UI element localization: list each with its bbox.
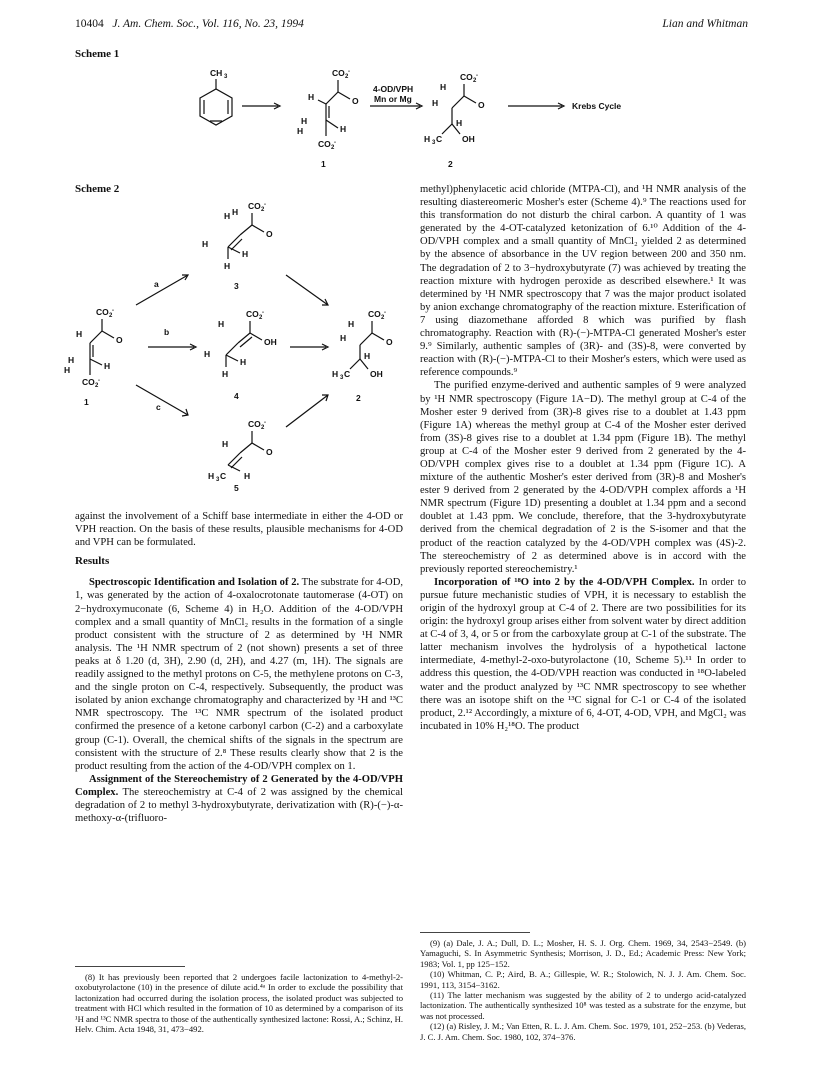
svg-text:H: H <box>224 211 231 221</box>
arrow-label-c: c <box>156 402 161 412</box>
journal-citation: J. Am. Chem. Soc., Vol. 116, No. 23, 1994 <box>112 18 304 30</box>
compound-number-4: 4 <box>234 391 239 401</box>
incorporation-text: In order to pursue future mechanistic studies of VPH, it is necessary to establish the origin of the hydroxyl group at C-4 of 2. There are two possibilities for its origin: the hydroxyl group arises either from solvent water by direct addition at C-4 of 3, 4, or 5 or from the carboxylate group at C-1 of the substrate. The latter mechanism involves the hydrolysis of a hypothetical lactone intermediate, 4-methyl-2-oxo-butyrolactone (10, Scheme 5).¹¹ In order to address this question, the 4-OD/VPH reaction was conducted in ¹⁸O-labeled water and the product analyzed by ¹³C NMR spectroscopy to see whether there was an isotope shift on the ¹³C signal for C-1 or C-4 of the isolated product, 2.¹² Accordingly, a mixture of 6, 4-OT, 4-OD, VPH, and MgCl₂ was incubated in 10% H₂¹⁸O. The product <box>420 576 747 732</box>
svg-text:O: O <box>266 447 273 457</box>
svg-text:CO: CO <box>318 139 331 149</box>
compound-number-1-scheme2: 1 <box>84 397 89 407</box>
svg-text:H: H <box>308 92 315 102</box>
compound-5-structure <box>208 419 273 493</box>
svg-text:H: H <box>64 365 71 375</box>
svg-text:H: H <box>456 118 463 128</box>
krebs-arrow <box>508 101 621 111</box>
svg-text:2: 2 <box>259 315 263 321</box>
svg-text:OH: OH <box>370 369 383 379</box>
svg-text:H: H <box>232 207 239 217</box>
svg-text:2: 2 <box>345 74 349 80</box>
svg-text:CO: CO <box>248 419 261 429</box>
right-column <box>420 183 746 733</box>
scheme1-label: Scheme 1 <box>75 48 120 60</box>
svg-text:-: - <box>384 310 386 316</box>
compound-2-structure <box>424 72 485 169</box>
svg-text:H: H <box>202 239 209 249</box>
svg-text:H: H <box>104 361 111 371</box>
arrow-label-metal: Mn or Mg <box>374 94 412 104</box>
svg-text:H: H <box>218 319 225 329</box>
incorporation-paragraph <box>420 576 746 733</box>
svg-text:H: H <box>332 369 339 379</box>
enzyme-arrow <box>370 84 422 109</box>
svg-text:H: H <box>222 369 229 379</box>
footnote-rule-left <box>75 966 185 967</box>
compound-number-1: 1 <box>321 159 326 169</box>
compound-4-structure <box>204 309 277 401</box>
compound-number-5: 5 <box>234 483 239 493</box>
svg-text:H: H <box>76 329 83 339</box>
svg-text:CO: CO <box>248 201 261 211</box>
svg-text:3: 3 <box>216 477 220 483</box>
svg-text:CO: CO <box>82 377 95 387</box>
left-column <box>75 510 403 825</box>
svg-text:-: - <box>112 308 114 314</box>
compound-2-right-structure <box>332 309 393 403</box>
footnote-12: (12) (a) Risley, J. M.; Van Etten, R. L. J. Am. Chem. Soc. 1979, 101, 252−253. (b) Vederas, J. C. J. Am. Chem. Soc. 1980, 102, 374−376. <box>420 1021 746 1042</box>
svg-text:O: O <box>266 229 273 239</box>
svg-text:H: H <box>440 82 447 92</box>
svg-text:3: 3 <box>224 74 228 80</box>
svg-text:3: 3 <box>340 375 344 381</box>
footnote-11: (11) The latter mechanism was suggested by the ability of 2 to undergo acid-catalyzed lactonization. The authentically synthesized 10⁸ was tested as a substrate for the enzyme, but was not processed. <box>420 990 746 1021</box>
arrow-label-b: b <box>164 327 170 337</box>
svg-text:2: 2 <box>261 425 265 431</box>
svg-text:H: H <box>240 357 247 367</box>
footnotes-right <box>420 938 746 1042</box>
incorporation-heading: Incorporation of ¹⁸O into 2 by the 4-OD/VPH Complex. <box>434 576 695 588</box>
spectroscopic-paragraph <box>75 576 403 772</box>
svg-text:O: O <box>478 100 485 110</box>
compound-1-structure <box>297 68 359 169</box>
svg-text:H: H <box>297 126 304 136</box>
arrow-c <box>136 385 188 416</box>
svg-text:3: 3 <box>432 140 436 146</box>
footnote-10: (10) Whitman, C. P.; Aird, B. A.; Gillespie, W. R.; Stolowich, N. J. J. Am. Chem. Soc. 1991, 113, 3154−3162. <box>420 969 746 990</box>
svg-text:CO: CO <box>246 309 259 319</box>
spectroscopic-text: The substrate for 4-OD, 1, was generated by the action of 4-oxalocrotonate tautomerase (4-OT) on 2−hydroxymuconate (6, Scheme 4) in H₂O. Addition of the 4-OD/VPH complex and a small quantity of MnCl₂ results in the formation of a single product consistent with the structure of 2 as determined by ¹H NMR analysis. The ¹H NMR spectrum of 2 (not shown) presents a set of three peaks at δ 1.20 (d, 3H), 2.90 (d, 2H), and 4.27 (m, 1H). The signals are readily assigned to the methyl protons on C-5, the methylene protons on C-3, and the single proton on C-4, respectively. Subsequently, the product was isolated by anion exchange chromatography and characterized by ¹H and ¹³C NMR spectroscopy. The ¹³C NMR spectrum of the isolated product confirmed the presence of a ketone carbonyl carbon (C-2) and a carboxylate group (C-1). Overall, the chemical shifts of the signals in the spectrum are consistent with the structure of 2.⁸ These results clearly show that 2 is the product resulting from the action of the 4-OD/VPH complex on 1. <box>75 577 404 772</box>
svg-text:H: H <box>222 439 229 449</box>
svg-text:C: C <box>220 471 227 481</box>
svg-text:CH: CH <box>210 68 223 78</box>
svg-text:H: H <box>204 349 211 359</box>
mosher-paragraph: methyl)phenylacetic acid chloride (MTPA-Cl), and ¹H NMR analysis of the resulting diastereomeric Mosher's ester (Scheme 4).⁹ The reactions used for this transformation do not disturb the chiral carbon. A quantity of 1 was generated by the 4-OT-catalyzed ketonization of 6.¹⁰ Addition of the 4-OD/VPH complex and a small quantity of MnCl₂ yielded 2 as determined by the absence of absorbance in the UV region between 200 and 350 nm. The degradation of 2 to 3−hydroxybutyrate (7) was achieved by treating the reaction mixture with hydrogen peroxide as described elsewhere.¹ It was determined by ¹H NMR spectroscopy that 7 was the major product isolated by anion exchange chromatography of the reaction mixture. Esterification of 7 using diazomethane afforded 8 which was purified by flash chromatography. Reaction with (R)-(−)-MTPA-Cl generated Mosher's ester 9.⁹ Similarly, authentic samples of (3R)- and (3S)-8, were converted by reaction with (R)-(−)-MTPA-Cl to their Mosher's esters, which were used as reference compounds.⁹ <box>420 184 746 379</box>
svg-text:OH: OH <box>264 337 277 347</box>
svg-text:2: 2 <box>381 315 385 321</box>
toluene-structure <box>200 68 232 125</box>
svg-text:H: H <box>432 98 439 108</box>
footnote-rule-right <box>420 932 530 933</box>
svg-text:-: - <box>264 202 266 208</box>
svg-text:-: - <box>98 378 100 384</box>
svg-text:-: - <box>264 420 266 426</box>
svg-text:H: H <box>68 355 75 365</box>
krebs-cycle-label: Krebs Cycle <box>572 101 622 111</box>
spectroscopic-heading: Spectroscopic Identification and Isolation of 2. <box>89 577 300 589</box>
arrows-to-2 <box>286 275 328 427</box>
svg-text:2: 2 <box>261 207 265 213</box>
arrow-b <box>148 327 196 350</box>
svg-text:H: H <box>244 471 251 481</box>
compound-number-2: 2 <box>448 159 453 169</box>
svg-text:H: H <box>301 116 308 126</box>
footnote-9: (9) (a) Dale, J. A.; Dull, D. L.; Mosher, H. S. J. Org. Chem. 1969, 34, 2543−2549. (b) Yamaguchi, S. In Asymmetric Synthesis; Morrison, J. D., Ed.; Academic Press: New York; 1983; Vol. 1, pp 125−152. <box>420 938 746 969</box>
svg-text:OH: OH <box>462 134 475 144</box>
results-heading: Results <box>75 555 110 568</box>
svg-text:O: O <box>352 96 359 106</box>
svg-text:2: 2 <box>109 313 113 319</box>
svg-text:H: H <box>424 134 431 144</box>
compound-number-2-scheme2: 2 <box>356 393 361 403</box>
running-header-authors: Lian and Whitman <box>662 18 748 30</box>
running-header-left <box>75 18 304 30</box>
stereochemistry-heading: Assignment of the Stereochemistry of 2 Generated by the 4-OD/VPH Complex. <box>75 773 403 798</box>
svg-text:-: - <box>262 310 264 316</box>
svg-text:-: - <box>348 69 350 75</box>
svg-text:O: O <box>116 335 123 345</box>
svg-text:CO: CO <box>460 72 473 82</box>
svg-text:H: H <box>340 333 347 343</box>
svg-text:H: H <box>224 261 231 271</box>
footnote-8: (8) It has previously been reported that 2 undergoes facile lactonization to 4-methyl-2-oxobutyrolactone (10) in the presence of dilute acid.⁴ᵃ In order to exclude the possibility that lactonization had occurred during the isolation process, the isolated product was subjected to treatment with HCl which resulted in the formation of 10 as determined by a comparison of its ¹H and ¹³C NMR spectra to those of the authentically synthesized lactone: Rossi, A.; Schinz, H. Helv. Chim. Acta 1948, 31, 473−492. <box>75 972 403 1035</box>
svg-text:2: 2 <box>473 78 477 84</box>
reaction-arrow <box>242 103 280 109</box>
svg-text:-: - <box>476 73 478 79</box>
svg-text:H: H <box>340 124 347 134</box>
scheme2-figure <box>64 195 398 495</box>
arrow-a <box>136 275 188 305</box>
svg-text:CO: CO <box>368 309 381 319</box>
intro-tail-paragraph: against the involvement of a Schiff base intermediate in either the 4-OD or VPH reaction. On the basis of these results, plausible mechanisms for 4-OD and VPH can be formulated. <box>75 511 403 549</box>
svg-text:CO: CO <box>332 68 345 78</box>
stereochemistry-paragraph <box>75 773 403 825</box>
svg-text:C: C <box>436 134 443 144</box>
svg-text:O: O <box>386 337 393 347</box>
compound-number-3: 3 <box>234 281 239 291</box>
svg-text:CO: CO <box>96 307 109 317</box>
svg-text:-: - <box>334 140 336 146</box>
svg-text:H: H <box>208 471 215 481</box>
svg-text:H: H <box>364 351 371 361</box>
scheme1-figure <box>180 66 650 176</box>
scheme2-label: Scheme 2 <box>75 183 120 195</box>
arrow-label-enzyme: 4-OD/VPH <box>373 84 414 94</box>
stereochemistry-text: The stereochemistry at C-4 of 2 was assigned by the chemical degradation of 2 to methyl 3-hydroxybutyrate, derivatization with (R)-(−)-α-methoxy-α-(trifluoro- <box>75 786 403 825</box>
compound-1-left-structure <box>64 307 123 407</box>
nmr-analysis-paragraph: The purified enzyme-derived and authentic samples of 9 were analyzed by ¹H NMR spectroscopy (Figure 1A−D). The methyl group at C-4 of the Mosher ester 9 derived from (3R)-8 gives rise to a doublet at 1.43 ppm (Figure 1A) whereas the methyl group at C-4 of the Mosher ester derived from (3S)-8 gives rise to a doublet at 1.34 ppm (Figure 1B). The methyl group at C-4 of the Mosher ester 9 derived from 2 generated by the 4-OD/VPH complex gives rise to a doublet at 1.34 ppm (Figure 1C). A mixture of the authentic Mosher's ester derived from (3R)-8 and Mosher's ester 9 derived from 2 generated by the 4-OD/VPH complex affords a ¹H NMR spectrum (Figure 1D) presenting a doublet at 1.34 ppm and a second doublet at 1.43 ppm. We conclude, therefore, that the 3-hydroxybutyrate derived from the chemical degradation of 2 is the S-isomer and that the product of the reaction catalyzed by the 4-OD/VPH complex was (4S)-2. The stereochemistry of 2 as determined above is in accord with the previously reported stereochemistry.¹ <box>420 380 746 575</box>
svg-text:H: H <box>242 249 249 259</box>
arrow-label-a: a <box>154 279 159 289</box>
svg-text:H: H <box>348 319 355 329</box>
svg-text:2: 2 <box>95 383 99 389</box>
svg-text:C: C <box>344 369 351 379</box>
page-number: 10404 <box>75 18 104 30</box>
compound-3-structure <box>202 201 273 291</box>
svg-text:2: 2 <box>331 145 335 151</box>
footnotes-left <box>75 972 403 1034</box>
